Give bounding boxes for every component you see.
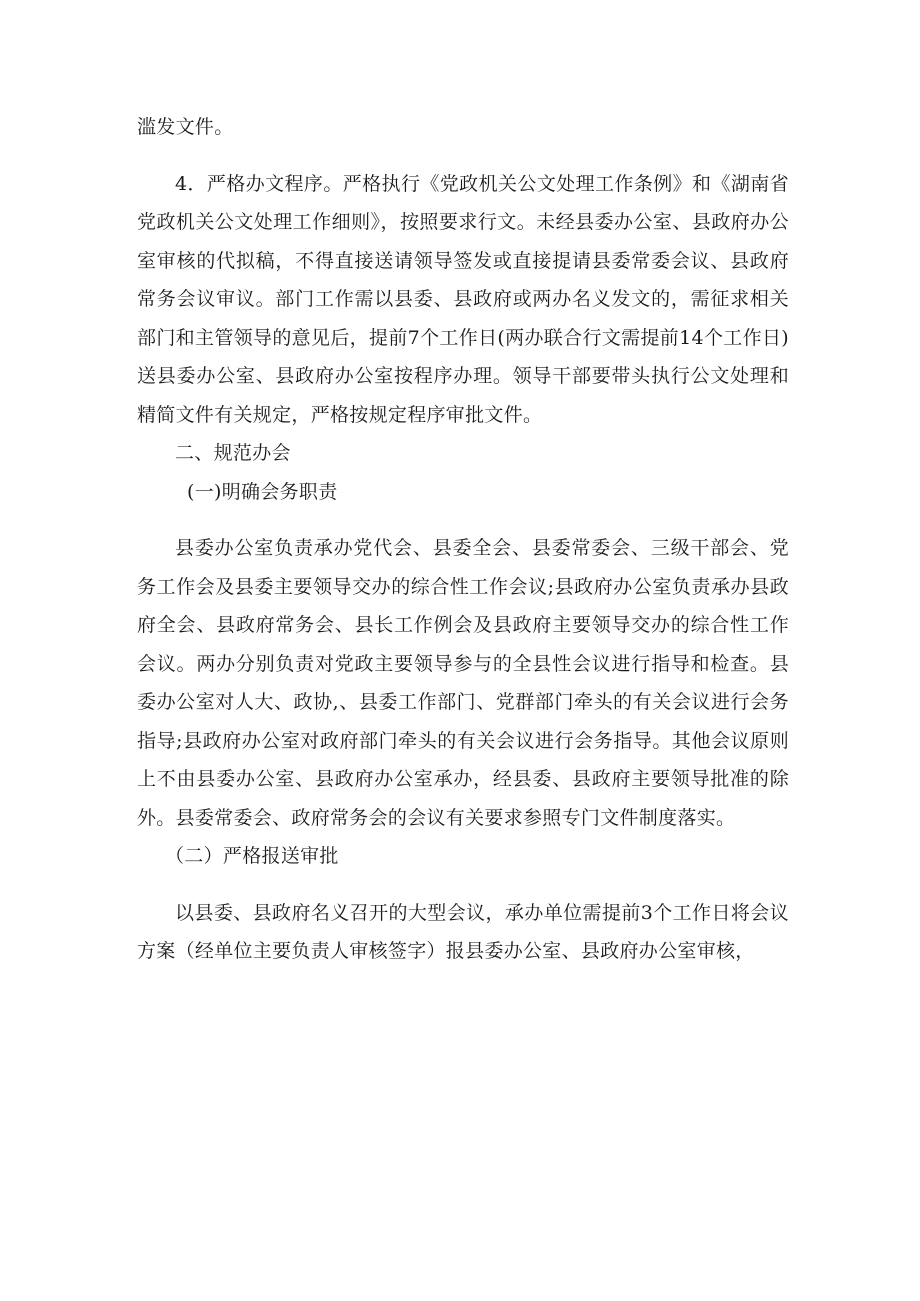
subsection-heading-2: （二）严格报送审批 bbox=[165, 845, 339, 867]
paragraph-approval: 以县委、县政府名义召开的大型会议，承办单位需提前3个工作日将会议方案（经单位主要负责人审核签字）报县委办公室、县政府办公室审核， bbox=[137, 901, 789, 962]
paragraph-item-4: 4．严格办文程序。严格执行《党政机关公文处理工作条例》和《湖南省党政机关公文处理工作细则》，按照要求行文。未经县委办公室、县政府办公室审核的代拟稿，不得直接送请领导签发或直接提请县委常委会议、县政府常务会议审议。部门工作需以县委、县政府或两办名义发文的，需征求相关部门和主管领导的意见后，提前7个工作日(两办联合行文需提前14个工作日)送县委办公室、县政府办公室按程序办理。领导干部要带头执行公文处理和精简文件有关规定，严格按规定程序审批文件。 bbox=[137, 172, 789, 426]
section-heading-2: 二、规范办会 bbox=[175, 442, 291, 464]
document-body bbox=[137, 108, 789, 971]
paragraph-continuation: 滥发文件。 bbox=[137, 116, 234, 138]
paragraph-meeting-duties: 县委办公室负责承办党代会、县委全会、县委常委会、三级干部会、党务工作会及县委主要领导交办的综合性工作会议;县政府办公室负责承办县政府全会、县政府常务会、县长工作例会及县政府主要领导交办的综合性工作会议。两办分别负责对党政主要领导参与的全县性会议进行指导和检查。县委办公室对人大、政协,、县委工作部门、党群部门牵头的有关会议进行会务指导;县政府办公室对政府部门牵头的有关会议进行会务指导。其他会议原则上不由县委办公室、县政府办公室承办，经县委、县政府主要领导批准的除外。县委常委会、政府常务会的会议有关要求参照专门文件制度落实。 bbox=[137, 537, 789, 829]
subsection-heading-1: (一)明确会务职责 bbox=[187, 480, 338, 503]
